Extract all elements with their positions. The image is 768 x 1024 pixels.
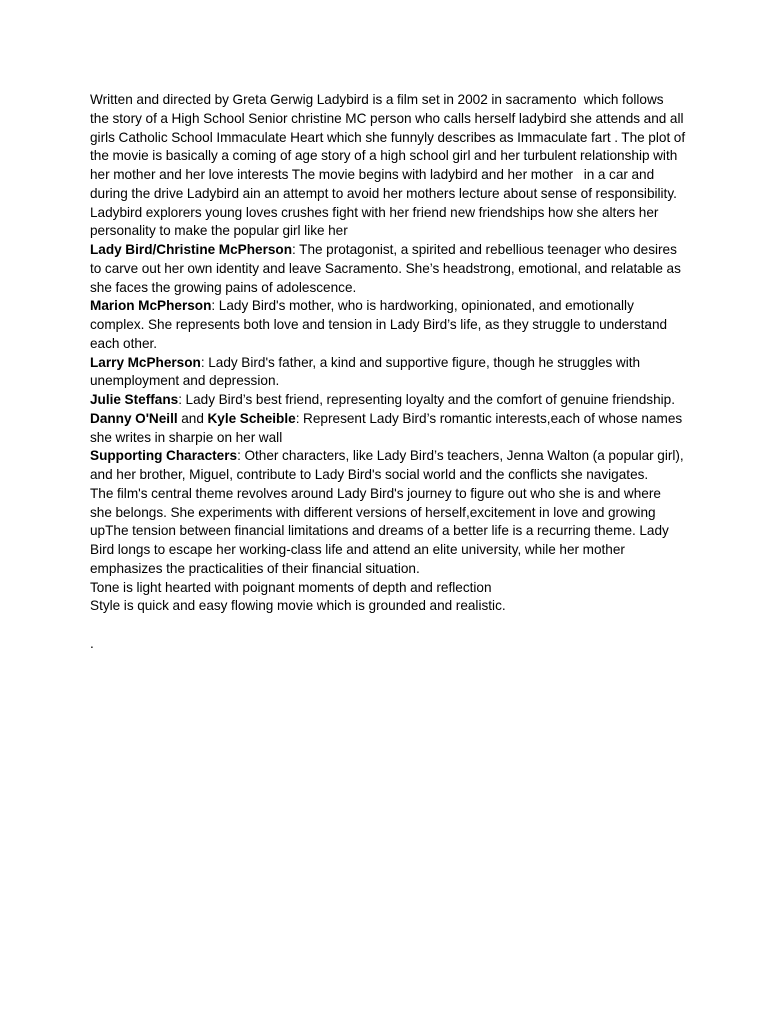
character-name: Lady Bird/Christine McPherson: [90, 242, 293, 257]
character-ladybird: [90, 241, 686, 297]
style-line: Style is quick and easy flowing movie which is grounded and realistic.: [90, 598, 506, 614]
tone-line: Tone is light hearted with poignant moments of depth and reflection: [90, 579, 492, 595]
character-description: : The protagonist, a spirited and rebellious teenager who desires to carve out her own identity and leave Sacramento. She’s headstrong, emotional, and relatable as she faces the growing pains of adolescence.: [90, 242, 685, 295]
character-name: Julie Steffans: [90, 392, 179, 407]
document-body: [90, 91, 689, 654]
character-larry: [90, 354, 686, 392]
character-danny-kyle: [90, 410, 686, 448]
character-description: : Lady Bird's father, a kind and supportive figure, though he struggles with unemployment and depression.: [90, 354, 644, 389]
character-name: Kyle Scheible: [207, 410, 296, 426]
blank-line: [90, 616, 686, 635]
character-julie: [90, 391, 686, 410]
character-name: Danny O'Neill: [90, 410, 178, 426]
character-supporting: [90, 447, 686, 485]
character-name: Larry McPherson: [90, 354, 201, 370]
character-marion: [90, 297, 686, 353]
intro-paragraph: Written and directed by Greta Gerwig Ladybird is a film set in 2002 in sacramento which follows the story of a High School Senior christine MC person who calls herself ladybird she attends and all girls Catholic School Immaculate Heart which she funnyly describes as Immaculate fart . The plot of the movie is basically a coming of age story of a high school girl and her turbulent relationship with her mother and her love interests The movie begins with ladybird and her mother in a car and during the drive Ladybird ain an attempt to avoid her mothers lecture about sense of responsibility. Ladybird explorers young loves crushes fight with her friend new friendships how she alters her personality to make the popular girl like her: [90, 92, 689, 239]
character-description: : Lady Bird’s best friend, representing loyalty and the comfort of genuine friendship.: [178, 392, 676, 407]
theme-paragraph: The film's central theme revolves around Lady Bird's journey to figure out who she is and where she belongs. She experiments with different versions of herself,excitement in love and growing upThe tension between financial limitations and dreams of a better life is a recurring theme. Lady Bird longs to escape her working-class life and attend an elite university, while her mother emphasizes the practicalities of their financial situation.: [90, 485, 673, 576]
character-description: : Other characters, like Lady Bird’s teachers, Jenna Walton (a popular girl), and her brother, Miguel, contribute to Lady Bird's social world and the conflicts she navigates.: [90, 448, 688, 482]
character-name: Marion McPherson: [90, 298, 212, 314]
character-description: : Represent Lady Bird’s romantic interests,each of whose names she writes in sharpie on her wall: [90, 410, 686, 445]
end-mark: .: [90, 635, 94, 651]
character-description: : Lady Bird's mother, who is hardworking, opinionated, and emotionally complex. She represents both love and tension in Lady Bird’s life, as they struggle to understand each other.: [90, 298, 671, 351]
conjunction: and: [177, 410, 208, 426]
character-name: Supporting Characters: [90, 448, 238, 464]
